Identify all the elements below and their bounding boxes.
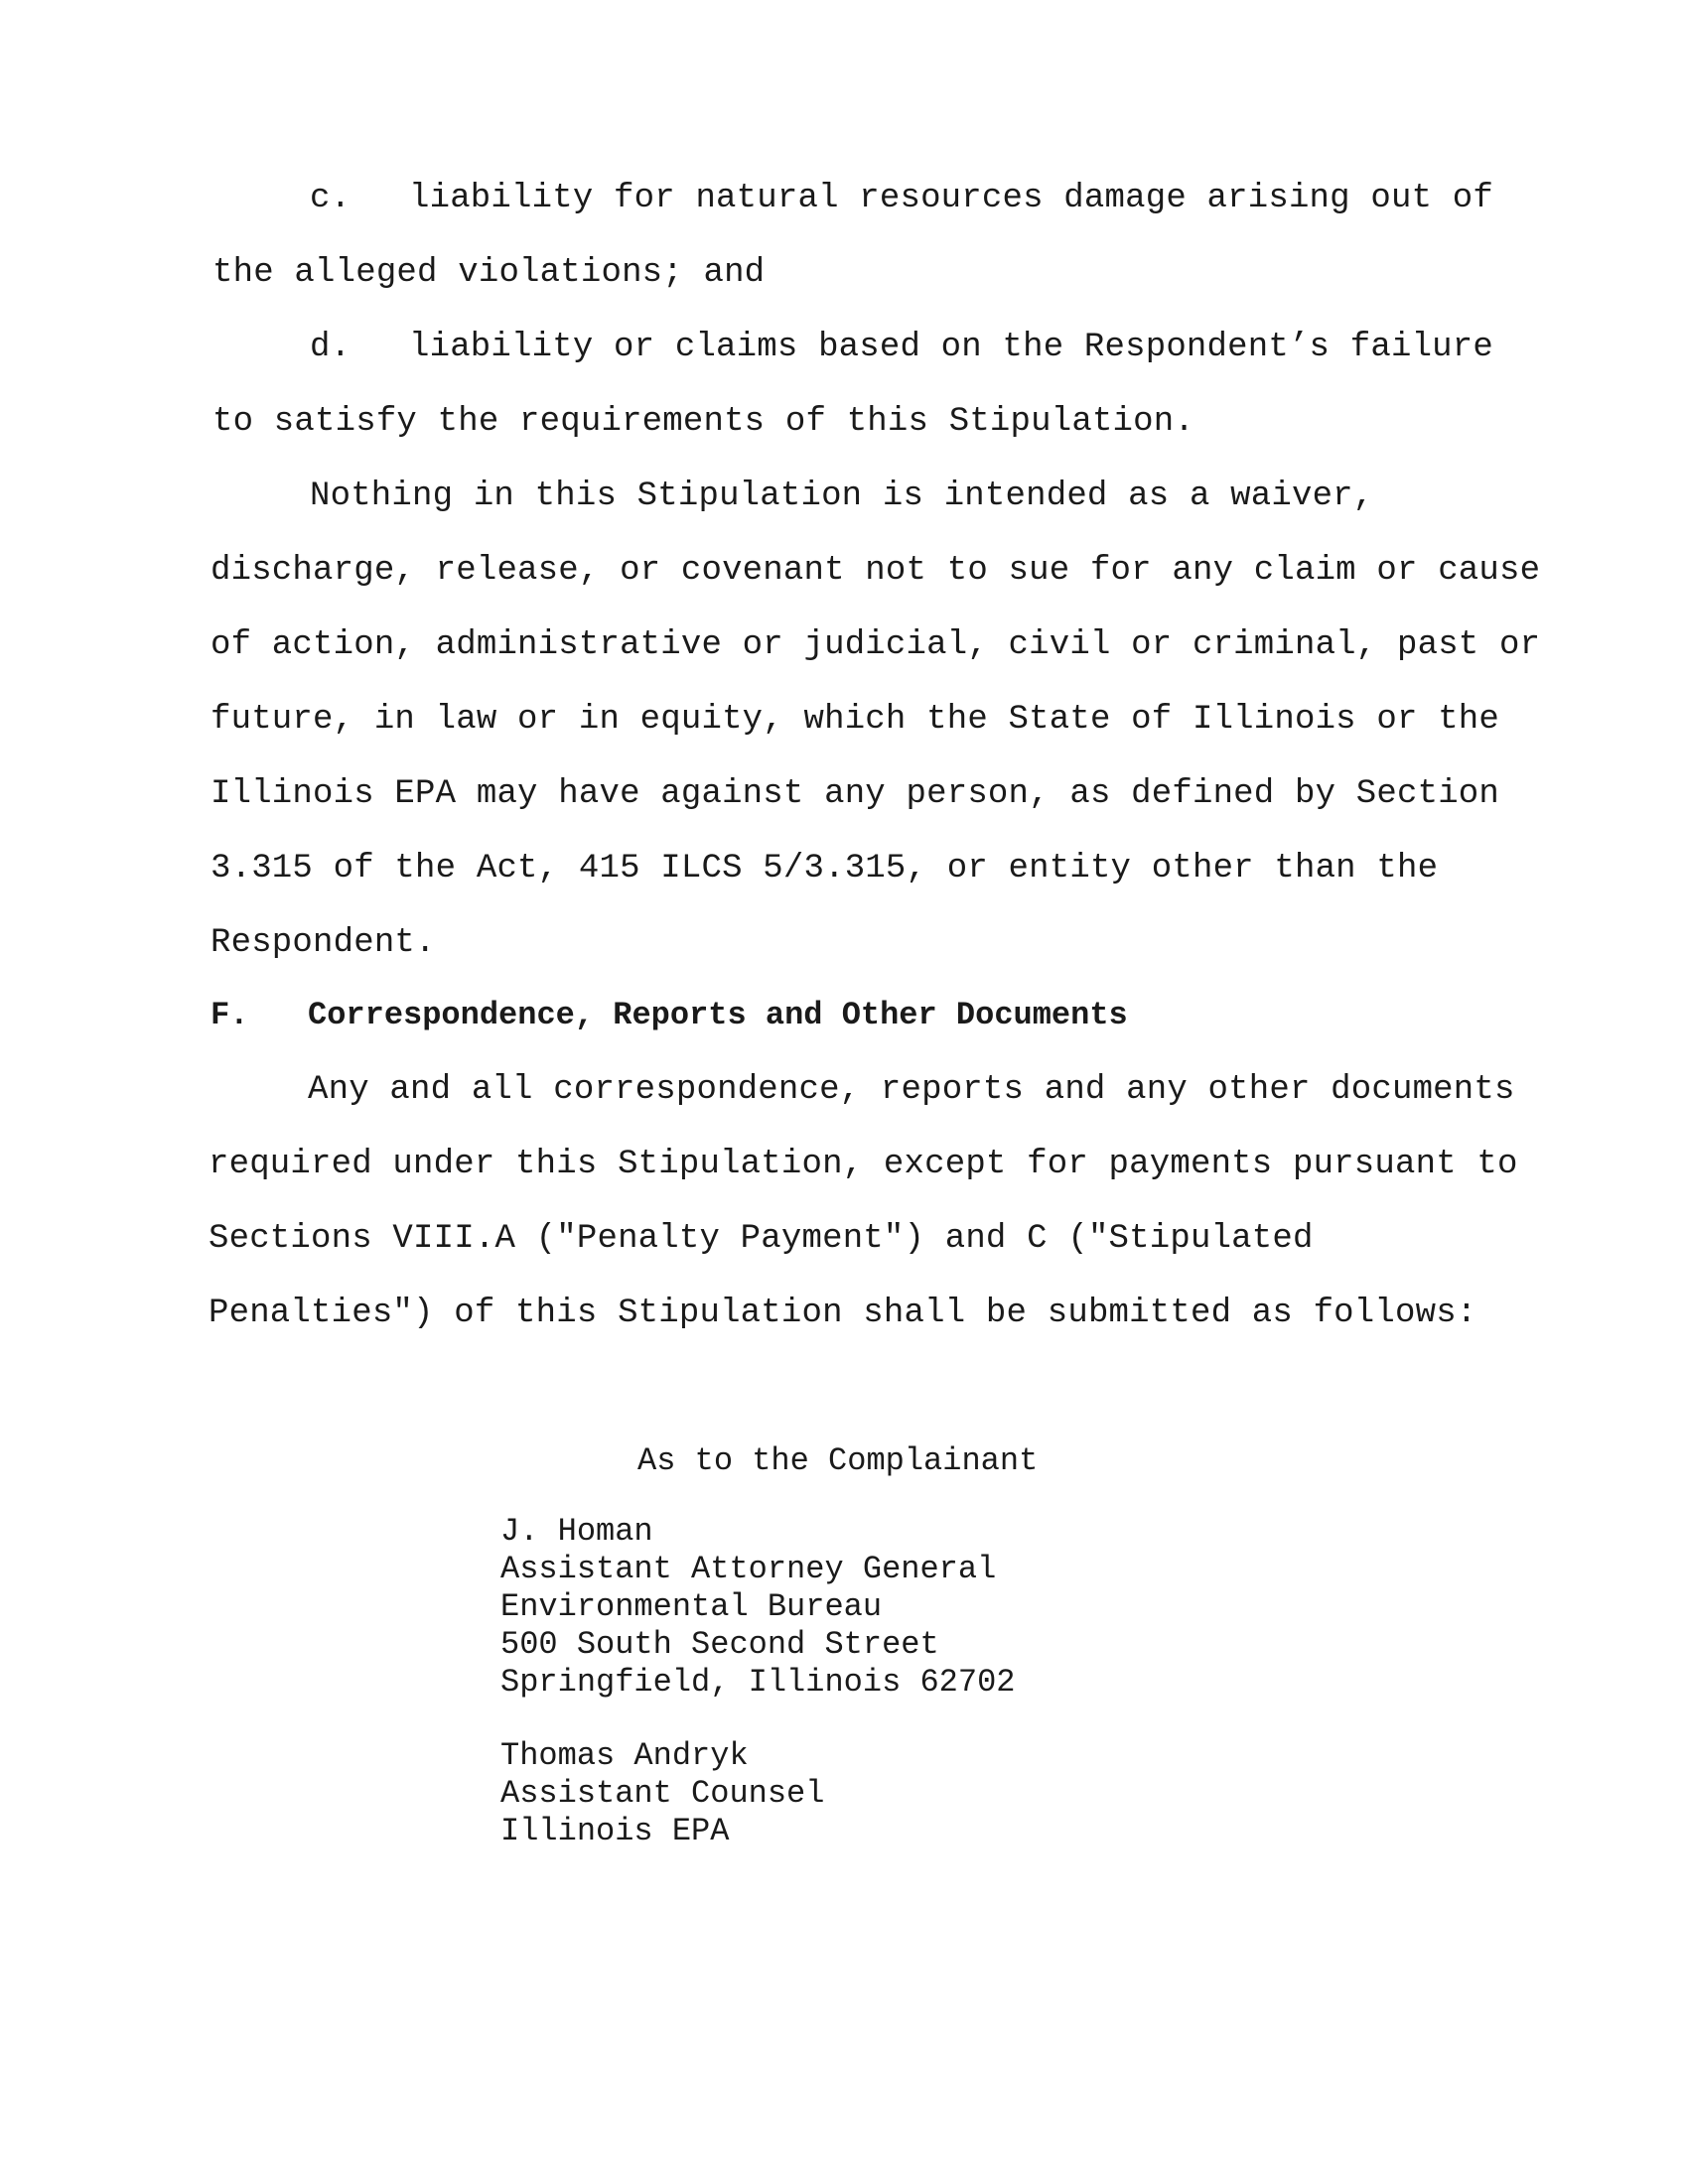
contact-1-title: Assistant Attorney General xyxy=(500,1551,997,1587)
item-d-marker: d. xyxy=(310,329,351,366)
paragraph-1-line: 3.315 of the Act, 415 ILCS 5/3.315, or entity other than the xyxy=(210,850,1439,887)
contact-1-bureau: Environmental Bureau xyxy=(500,1588,883,1625)
paragraph-1-line: future, in law or in equity, which the State of Illinois or the xyxy=(210,701,1500,739)
contact-1-city: Springfield, Illinois 62702 xyxy=(500,1664,1016,1701)
contact-2-title: Assistant Counsel xyxy=(500,1775,825,1812)
paragraph-1-line: discharge, release, or covenant not to sue for any claim or cause xyxy=(210,552,1541,590)
item-c-line-2: the alleged violations; and xyxy=(212,254,766,292)
item-c-text: liability for natural resources damage arising out of xyxy=(409,180,1493,217)
item-c-marker: c. xyxy=(310,180,351,217)
paragraph-1-line: Illinois EPA may have against any person, as defined by Section xyxy=(210,775,1500,813)
paragraph-1-line: Respondent. xyxy=(210,924,436,962)
complainant-heading: As to the Complainant xyxy=(637,1442,1039,1479)
item-d-line-1 xyxy=(310,328,1493,367)
paragraph-2-line: Sections VIII.A ("Penalty Payment") and C ("Stipulated xyxy=(209,1220,1314,1258)
contact-1-street: 500 South Second Street xyxy=(500,1626,939,1663)
paragraph-1-line: of action, administrative or judicial, civil or criminal, past or xyxy=(210,626,1541,664)
section-f-heading xyxy=(210,996,1128,1035)
item-d-text: liability or claims based on the Respondent’s failure xyxy=(409,329,1493,366)
contact-2-agency: Illinois EPA xyxy=(500,1813,730,1849)
contact-2-name: Thomas Andryk xyxy=(500,1737,749,1774)
paragraph-2-line: Any and all correspondence, reports and any other documents xyxy=(308,1071,1515,1109)
section-f-title: Correspondence, Reports and Other Documents xyxy=(308,997,1128,1033)
paragraph-2-line: Penalties") of this Stipulation shall be submitted as follows: xyxy=(209,1295,1477,1332)
paragraph-1-line: Nothing in this Stipulation is intended as a waiver, xyxy=(310,478,1374,515)
item-c-line-1 xyxy=(310,179,1493,218)
item-d-line-2: to satisfy the requirements of this Stipulation. xyxy=(212,403,1194,441)
paragraph-2-line: required under this Stipulation, except for payments pursuant to xyxy=(209,1146,1518,1183)
contact-1-name: J. Homan xyxy=(500,1513,653,1550)
section-f-marker: F. xyxy=(210,997,249,1033)
